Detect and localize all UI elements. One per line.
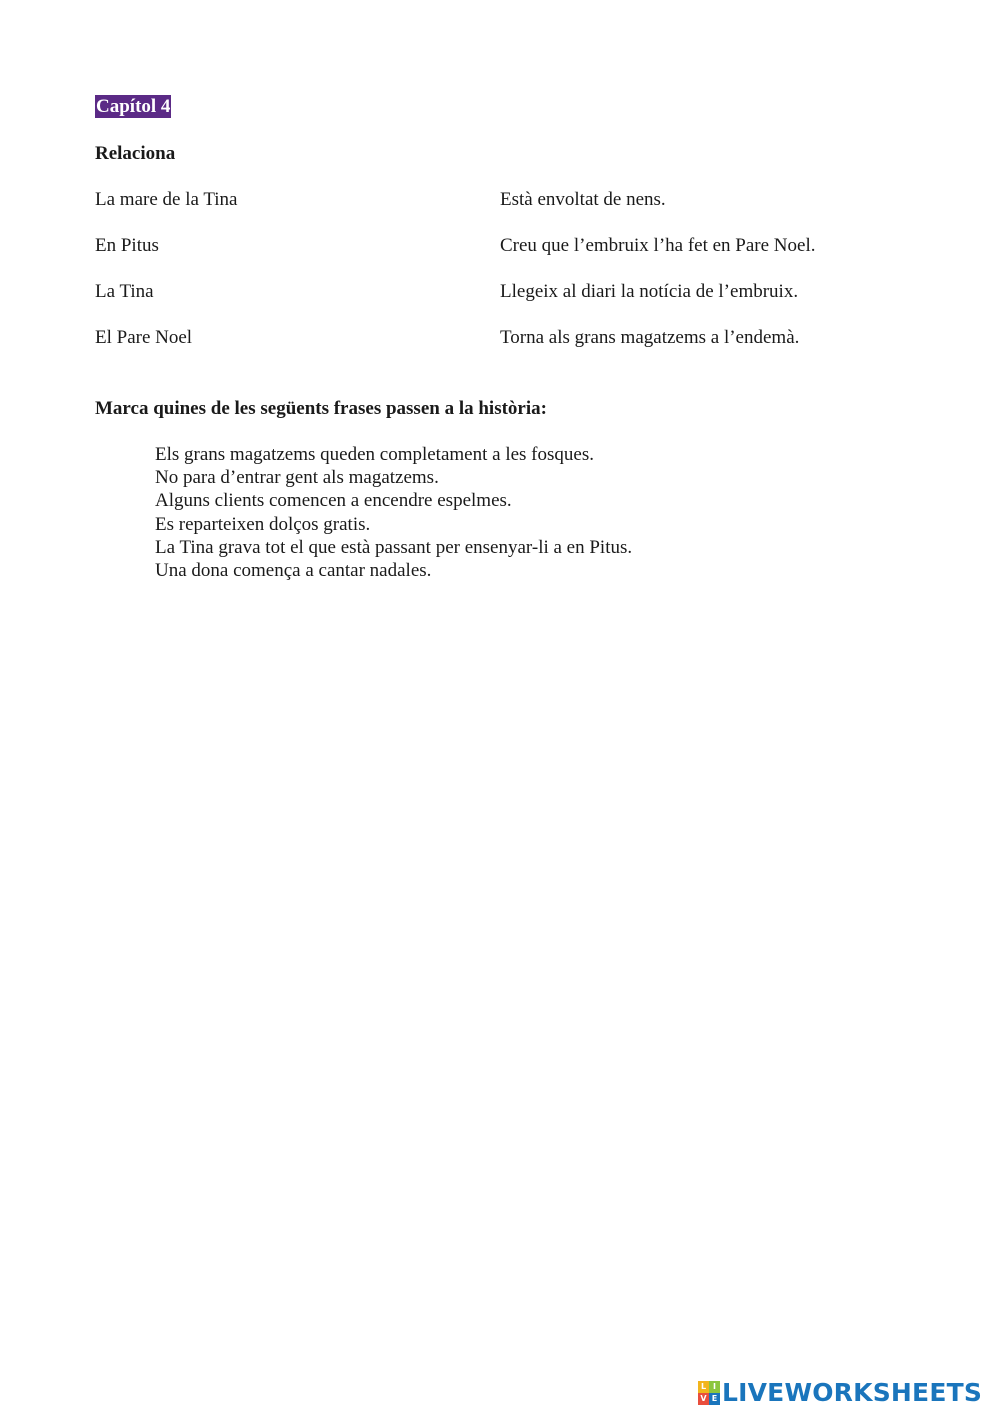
match-left-item[interactable]: El Pare Noel	[95, 327, 193, 348]
match-left-item[interactable]: La mare de la Tina	[95, 189, 238, 210]
sentence-option[interactable]: Els grans magatzems queden completament a les fosques.	[155, 444, 594, 465]
match-row	[95, 234, 915, 257]
logo-tile: V	[698, 1393, 709, 1405]
logo-tile: E	[709, 1393, 720, 1405]
sentence-list	[155, 443, 632, 582]
match-row	[95, 188, 915, 211]
sentence-option[interactable]: Es reparteixen dolços gratis.	[155, 513, 371, 535]
logo-tile: L	[698, 1381, 709, 1393]
match-right-item[interactable]: Està envoltat de nens.	[500, 189, 666, 210]
matching-heading: Relaciona	[95, 143, 176, 164]
match-right-item[interactable]: Llegeix al diari la notícia de l’embruix.	[500, 281, 799, 302]
brand-wordmark: LIVEWORKSHEETS	[722, 1378, 983, 1407]
chapter-title: Capítol 4	[96, 96, 171, 117]
sentence-option[interactable]: Alguns clients comencen a encendre espelmes.	[155, 490, 512, 512]
sentence-option[interactable]: Una dona comença a cantar nadales.	[155, 560, 432, 582]
match-row	[95, 280, 915, 303]
match-left-item[interactable]: La Tina	[95, 281, 154, 302]
sentence-option[interactable]: La Tina grava tot el que està passant per ensenyar-li a en Pitus.	[155, 536, 633, 558]
match-row	[95, 326, 915, 349]
match-right-item[interactable]: Creu que l’embruix l’ha fet en Pare Noel.	[500, 235, 816, 256]
match-left-item[interactable]: En Pitus	[95, 235, 159, 256]
liveworksheets-logo-icon	[698, 1381, 720, 1405]
sentence-option[interactable]: No para d’entrar gent als magatzems.	[155, 467, 439, 489]
liveworksheets-brand	[698, 1378, 982, 1408]
marking-heading: Marca quines de les següents frases passen a la història:	[95, 398, 547, 419]
match-right-item[interactable]: Torna als grans magatzems a l’endemà.	[500, 327, 800, 348]
logo-tile: I	[709, 1381, 720, 1393]
